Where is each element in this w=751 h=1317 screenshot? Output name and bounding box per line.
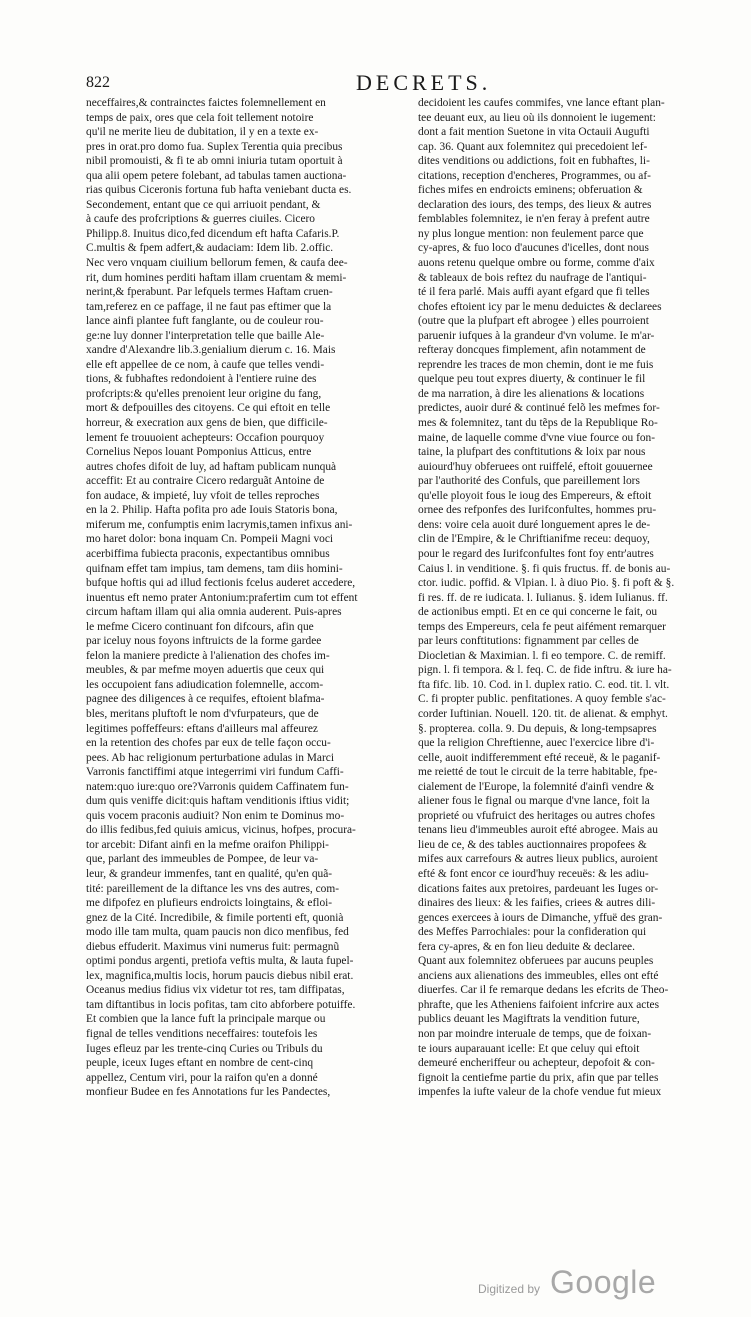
text-line: maine, de laquelle comme d'vne viue fource ou fon- (418, 431, 656, 444)
text-line: meubles, & par mefme moyen aduertis que ceux qui (86, 664, 325, 677)
text-line: profcripts:& qu'elles prenoient leur origine du fang, (86, 387, 322, 400)
text-line: anciens aux alienations des immeubles, elles ont efté (418, 969, 659, 982)
text-line: mes & folemnitez, tant du tẽps de la Republique Ro- (418, 417, 658, 430)
text-line: diebus effuderit. Maximus vini numerus fuit: permagnũ (86, 940, 340, 953)
text-line: acerbiffima fubiecta praconis, expectantibus omnibus (86, 547, 330, 560)
text-line: chofes eftoient icy par le menu deduictes & declarees (418, 300, 662, 313)
text-line: te iours auparauant icelle: Et que celuy qui eftoit (418, 1042, 640, 1055)
text-line: horreur, & execration aux gens de bien, que difficile- (86, 417, 328, 430)
text-line: té il fera parlé. Mais auffi ayant efgard que fi telles (418, 286, 650, 299)
text-line: Caius l. in venditione. §. fi quis fructus. ff. de bonis au- (418, 562, 671, 575)
text-line: fta fifc. lib. 10. Cod. in l. duplex ratio. C. eod. tit. l. vlt. (418, 678, 670, 691)
text-line: tor arcebit: Difant ainfi en la mefme oraifon Philippi- (86, 838, 329, 851)
text-line: nerint,& fperabunt. Par lefquels termes Haftam cruen- (86, 286, 333, 299)
text-line: demeuré encheriffeur ou achepteur, depofoit & con- (418, 1057, 655, 1070)
text-line: pees. Ab hac religionum perturbatione adulas in Marci (86, 751, 334, 764)
text-line: Secondement, entant que ce qui arriuoit pendant, & (86, 198, 321, 211)
text-line: mort & defpouilles des citoyens. Ce qui eftoit en telle (86, 402, 331, 415)
text-line: mifes aux carrefours & autres lieux publics, auroient (418, 853, 658, 866)
text-line: C. fi propter public. penfitationes. A quoy femble s'ac- (418, 693, 666, 706)
text-line: quifnam effet tam impius, tam demens, tam diis homini- (86, 562, 343, 575)
text-line: de ma narration, à dire les alienations & locations (418, 387, 645, 400)
text-line: auons retenu quelque ombre ou forme, comme d'aix (418, 257, 655, 270)
text-line: en la retention des chofes par eux de telle façon occu- (86, 737, 331, 750)
page-header (86, 72, 686, 98)
text-line: que, parlant des immeubles de Pompee, de leur va- (86, 853, 319, 866)
text-line: Philipp.8. Inuitus dico,fed dicendum eft hafta Cafaris.P. (86, 227, 340, 240)
text-line: paruenir iufques à la grandeur d'vn volume. Ie m'ar- (418, 329, 655, 342)
text-line: qu'elle ployoit fous le ioug des Empereurs, & eftoit (418, 489, 652, 502)
text-line: decidoient les caufes commifes, vne lance eftant plan- (418, 97, 665, 109)
text-line: temps des Empereurs, cela fe peut aifément remarquer (418, 620, 666, 633)
text-line: Oceanus medius fidius vix videtur tot res, tam diffipatas, (86, 984, 345, 997)
text-line: circum haftam illam qui alia omnia auderent. Puis-apres (86, 606, 342, 619)
text-line: autres chofes difoit de luy, ad haftam publicam nunquà (86, 460, 337, 473)
text-line: citations, reception d'encheres, Programmes, ou af- (418, 169, 651, 182)
text-line: pagnee des diligences à ce requifes, eftoient blafma- (86, 693, 325, 706)
text-line: xandre d'Alexandre lib.3.genialium dierum c. 16. Mais (86, 344, 336, 357)
text-line: des Meffes Parrochiales: pour la confideration qui (418, 926, 647, 939)
text-line: fiches mifes en endroicts eminens; obferuation & (418, 184, 643, 197)
text-line: de actionibus empti. Et en ce qui concerne le fait, ou (418, 606, 658, 619)
text-line: pres in orat.pro domo fua. Suplex Terentia quia precibus (86, 140, 343, 153)
text-line: rias quibus Ciceronis fortuna fub hafta veniebant ducta es. (86, 184, 352, 197)
text-line: gences exercees à iours de Dimanche, yffuë des gran- (418, 911, 663, 924)
text-line: proprieté ou vfufruict des heritages ou autres chofes (418, 809, 655, 822)
text-line: pour le regard des Iurifconfultes font foy entr'autres (418, 547, 654, 560)
text-line: le mefme Cicero continuant fon difcours, afin que (86, 620, 314, 633)
text-line: fignoit la centiefme partie du prix, afin que par telles (418, 1071, 659, 1084)
text-line: & tableaux de bois reftez du naufrage de l'antiqui- (418, 271, 647, 284)
text-line: dites venditions ou addictions, foit en fubhaftes, li- (418, 155, 650, 168)
text-line: fi res. ff. de re iudicata. l. Iulianus. §. idem Iulianus. ff. (418, 591, 668, 604)
text-line: impenfes la iufte valeur de la chofe vendue fut mieux (418, 1086, 662, 1099)
text-line: celle, auoit indifferemment efté receuë, & le paganif- (418, 751, 661, 764)
watermark-prefix: Digitized by (478, 1282, 541, 1296)
text-line: C.multis & fpem adfert,& audaciam: Idem lib. 2.offic. (86, 242, 334, 255)
text-line: tee deuant eux, au lieu où ils donnoient le iugement: (418, 111, 656, 124)
text-line: declaration des iours, des temps, des lieux & autres (418, 198, 652, 211)
text-line: temps de paix, ores que cela foit tellement notoire (86, 111, 314, 124)
digitized-by-google-watermark (468, 1266, 718, 1306)
text-line: Nec vero vnquam ciuilium bellorum femen, & caufa dee- (86, 257, 348, 270)
text-line: femblables folemnitez, ie n'en feray à prefent autre (418, 213, 650, 226)
text-line: tenans lieu d'immeubles auroit efté abrogee. Mais au (418, 824, 658, 837)
text-line: les occupoient fans adiudication folemnelle, accom- (86, 678, 324, 691)
text-line: lieu de ce, & des tables auctionnaires propofees & (418, 838, 647, 851)
text-line: Et combien que la lance fuft la principale marque ou (86, 1013, 326, 1026)
text-line: fignal de telles venditions neceffaires: toutefois les (86, 1028, 318, 1040)
text-line: qua alii opem petere folebant, ad tabulas tamen auctiona- (86, 169, 347, 182)
text-line: lance ainfi plantee fuft fanglante, ou de couleur rou- (86, 315, 324, 328)
text-line: ny plus longue mention: non feulement parce que (418, 227, 644, 240)
left-text-column (86, 96, 412, 1236)
text-line: tam,referez en ce paffage, il ne faut pas eftimer que la (86, 300, 332, 313)
text-line: efté & font encor ce iourd'huy receuës: & les adiu- (418, 867, 649, 880)
text-line: cap. 36. Quant aux folemnitez qui precedoient lef- (418, 140, 648, 153)
text-line: elle eft appellee de ce nom, à caufe que telles vendi- (86, 358, 325, 371)
text-line: miferum me, confumptis enim lacrymis,tamen infixus ani- (86, 518, 353, 531)
text-line: predictes, auoir duré & continué felõ les mefmes for- (418, 402, 660, 415)
text-line: leur, & grandeur immenfes, tant en qualité, qu'en quã- (86, 867, 333, 880)
text-line: clin de l'Empire, & le Chriftianifme receu: dequoy, (418, 533, 650, 546)
text-line: reprendre les traces de mon chemin, dont ie me fuis (418, 358, 654, 371)
text-line: §. propterea. colla. 9. Du depuis, & long-tempsapres (418, 722, 657, 735)
text-line: Quant aux folemnitez obferuees par aucuns peuples (418, 955, 654, 968)
text-line: lement fe trouuoient achepteurs: Occafion pourquoy (86, 431, 325, 444)
text-line: rit, dum homines perditi haftam illam cruentam & memi- (86, 271, 347, 284)
text-line: publics deuant les Magiftrats la vendition future, (418, 1013, 640, 1026)
text-line: bles, meritans pluftoft le nom d'vfurpateurs, que de (86, 707, 319, 720)
text-line: dum quis veniffe dicit:quis haftam venditionis iftius vidit; (86, 795, 350, 808)
text-line: en la 2. Philip. Hafta pofita pro ade Iouis Statoris bona, (86, 504, 338, 517)
text-line: pign. l. fi tempora. & l. feq. C. de fide inftru. & iure ha- (418, 664, 672, 677)
text-line: mo haret dolor: bona inquam Cn. Pompeii Magni voci (86, 533, 334, 546)
text-line: tité: pareillement de la diftance les vns des autres, com- (86, 882, 340, 895)
text-line: lex, magnifica,multis locis, horum paucis diebus nibil erat. (86, 969, 354, 982)
text-line: Cornelius Nepos louant Pomponius Atticus, entre (86, 446, 312, 459)
text-line: quelque peu tout expres diuerty, & continuer le fil (418, 373, 646, 386)
text-line: bufque hoftis qui ad illud fectionis fcelus auderet accedere, (86, 577, 356, 590)
text-line: Varronis fanctiffimi atque integerrimi viri fundum Caffi- (86, 766, 344, 779)
text-line: (outre que la plufpart eft abrogee ) elles pourroient (418, 315, 649, 328)
text-line: cy-apres, & fuo loco d'aucunes d'icelles, dont nous (418, 242, 649, 255)
text-line: auiourd'huy obferuees ont ruiffelé, eftoit gouuernee (418, 460, 653, 473)
text-line: ctor. iudic. poffid. & Vlpian. l. à diuo Pio. §. fi poft & §. (418, 577, 675, 590)
text-line: tam diftantibus in locis pofitas, tam cito abforbere potuiffe. (86, 998, 356, 1011)
text-line: fera cy-apres, & en fon lieu deduite & declaree. (418, 940, 635, 953)
text-line: me reietté de tout le circuit de la terre habitable, fpe- (418, 766, 658, 779)
page-number: 822 (86, 74, 110, 91)
text-line: cialement de l'Europe, la folemnité d'ainfi vendre & (418, 780, 655, 793)
text-line: diuerfes. Car il fe remarque dedans les efcrits de Theo- (418, 984, 669, 997)
text-line: tions, & fubhaftes redondoient à l'entiere ruine des (86, 373, 317, 386)
google-logo: Google (550, 1264, 657, 1300)
text-line: dications faites aux pretoires, pardeuant les Iuges or- (418, 882, 659, 895)
right-text-column (418, 96, 746, 1236)
text-line: ornee des refponfes des Iurifconfultes, hommes pru- (418, 504, 657, 517)
text-line: taine, la plufpart des conftitutions & loix par nous (418, 446, 646, 459)
text-line: fon audace, & impieté, luy vfoit de telles reproches (86, 489, 320, 502)
text-line: par l'authorité des Confuls, que pareillement lors (418, 475, 640, 488)
text-line: ge:ne luy donner l'interpretation telle que baille Ale- (86, 329, 325, 342)
text-line: modo ille tam multa, quam paucis non dico menfibus, fed (86, 926, 349, 939)
text-line: non par moindre interuale de temps, que de foixan- (418, 1028, 652, 1040)
text-line: aliener fous le fignal ou marque d'vne lance, foit la (418, 795, 650, 808)
text-line: acceffit: Et au contraire Cicero redarguãt Antoine de (86, 475, 325, 488)
text-line: me difpofez en plufieurs endroicts loingtains, & efloi- (86, 897, 333, 910)
text-line: natem:quo iure:quo ore?Varronis quidem Caffinatem fun- (86, 780, 349, 793)
text-line: do illis fedibus,fed quiuis amicus, vicinus, hofpes, procura- (86, 824, 356, 837)
text-line: par leurs conftitutions: fignamment par celles de (418, 635, 639, 648)
text-line: appellez, Centum viri, pour la raifon qu'en a donné (86, 1071, 318, 1084)
text-line: dont a fait mention Suetone in vita Octauii Augufti (418, 126, 650, 139)
text-line: phrafte, que les Atheniens faifoient infcrire aux actes (418, 998, 659, 1011)
text-line: inuentus eft nemo prater Antonium:prafertim cum tot effent (86, 591, 358, 604)
text-line: que la religion Chreftienne, auec l'exercice libre d'i- (418, 737, 655, 750)
text-line: Iuges efleuz par les trente-cinq Curies ou Tribuls du (86, 1042, 323, 1055)
text-line: quis vocem praconis audiuit? Non enim te Dominus mo- (86, 809, 345, 822)
text-line: neceffaires,& contrainctes faictes folemnellement en (86, 97, 326, 109)
text-line: nibil promouisti, & fi te ab omni iniuria tutam oportuit à (86, 155, 343, 168)
text-line: corder Iuftinian. Nouell. 120. tit. de alienat. & emphyt. (418, 707, 668, 720)
text-line: par iceluy nous foyons inftruicts de la forme gardee (86, 635, 322, 648)
text-line: refteray doncques fimplement, afin notamment de (418, 344, 646, 357)
text-line: Diocletian & Maximian. l. fi eo tempore. C. de remiff. (418, 649, 666, 662)
text-line: gnez de la Cité. Incredibile, & fimile portenti eft, quonià (86, 911, 344, 924)
text-line: optimi pondus argenti, pretiofa veftis multa, & lauta fupel- (86, 955, 354, 968)
text-line: peuple, iceux Iuges eftant en nombre de cent-cinq (86, 1057, 314, 1070)
text-line: legitimes poffeffeurs: eftans d'ailleurs mal affeurez (86, 722, 318, 735)
text-line: qu'il ne merite lieu de dubitation, il y en a texte ex- (86, 126, 319, 139)
text-line: à caufe des profcriptions & guerres ciuiles. Cicero (86, 213, 315, 226)
text-line: monfieur Budee en fes Annotations fur les Pandectes, (86, 1086, 331, 1099)
text-line: felon la maniere predicte à l'alienation des chofes im- (86, 649, 330, 662)
running-head: DECRETS. (356, 70, 492, 95)
text-line: dinaires des lieux: & les faifies, criees & autres dili- (418, 897, 656, 910)
text-line: dens: voire cela auoit duré longuement apres le de- (418, 518, 651, 531)
